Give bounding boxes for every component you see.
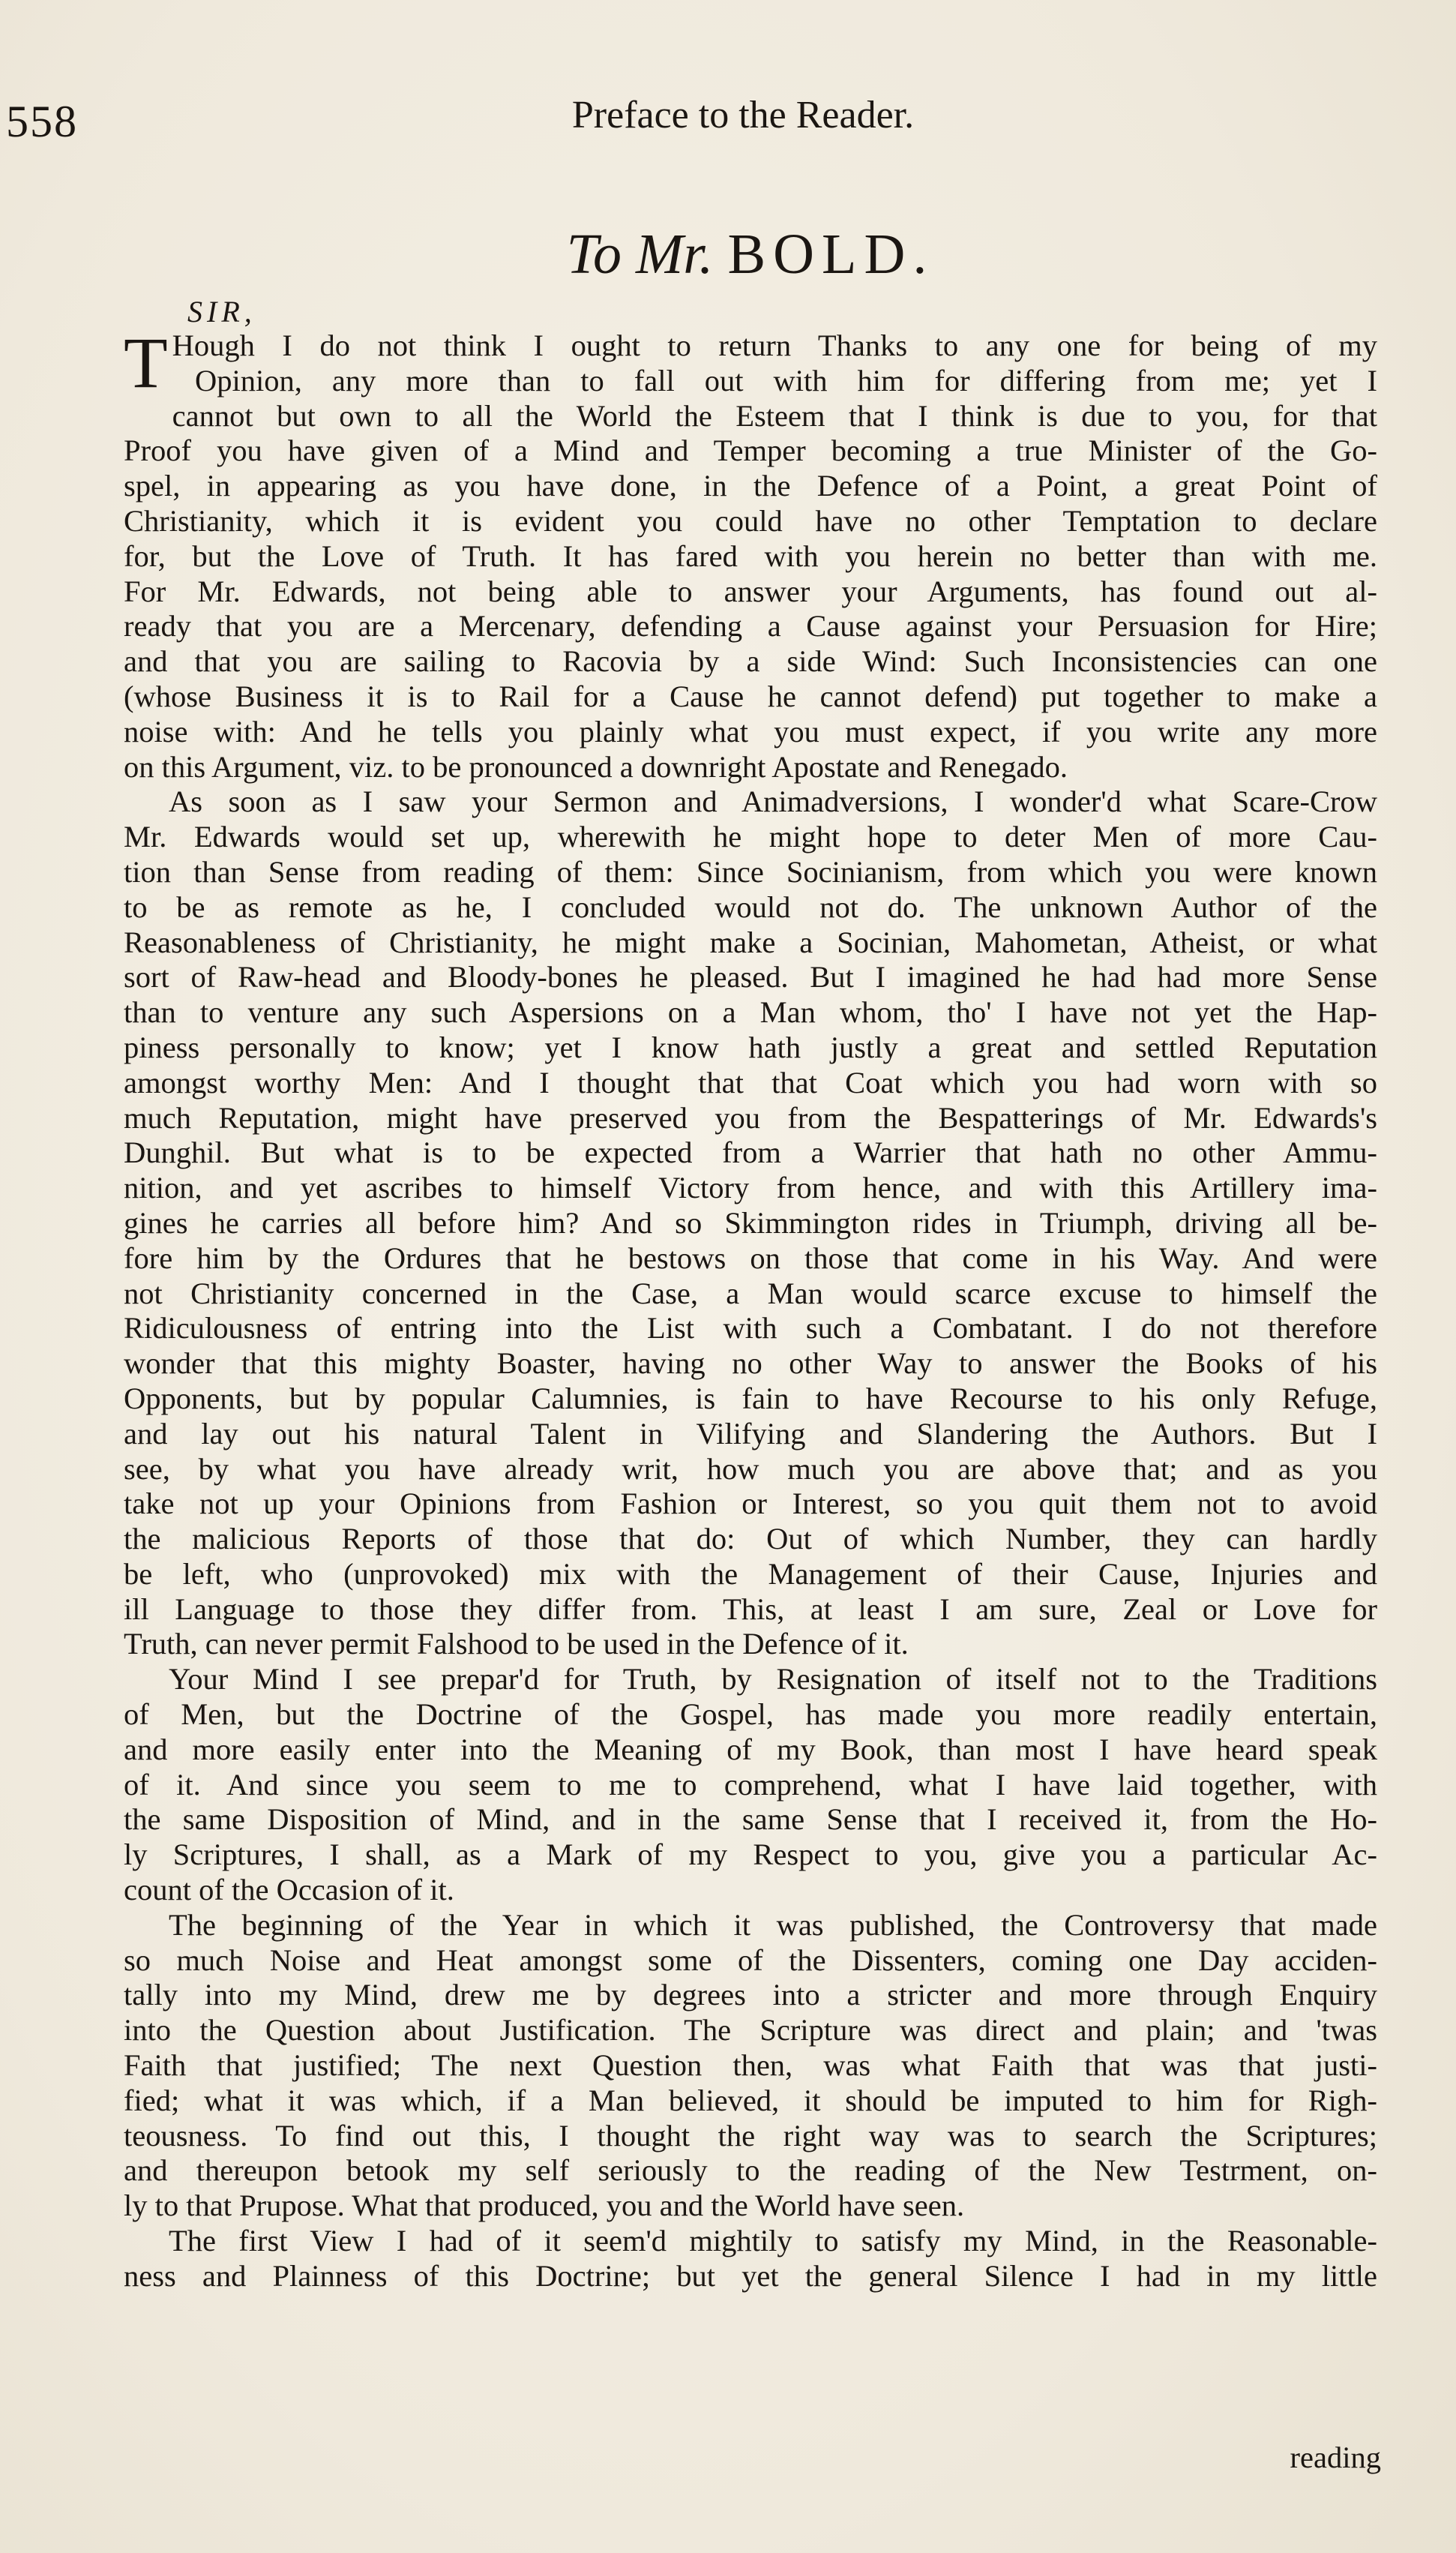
text-line: Hough I do not think I ought to return Thanks to any one for being of my — [172, 328, 1377, 362]
text-line: on this Argument, viz. to be pronounced a downright Apostate and Renegado. — [124, 749, 1068, 784]
salutation: SIR, — [187, 295, 256, 328]
text-line: The first View I had of it seem'd mightily to satisfy my Mind, in the Reasonable- — [169, 2224, 1377, 2258]
text-line: not Christianity concerned in the Case, a Man would scarce excuse to himself the — [124, 1276, 1377, 1310]
text-line: The beginning of the Year in which it was published, the Controversy that made — [169, 1907, 1377, 1942]
text-line: ill Language to those they differ from. This, at least I am sure, Zeal or Love for — [124, 1592, 1377, 1626]
text-line: the same Disposition of Mind, and in the same Sense that I received it, from the Ho- — [124, 1802, 1377, 1837]
text-line: For Mr. Edwards, not being able to answer your Arguments, has found out al- — [124, 574, 1377, 608]
text-line: Ridiculousness of entring into the List with such a Combatant. I do not therefore — [124, 1311, 1377, 1346]
text-line: and thereupon betook my self seriously to the reading of the New Testrment, on- — [124, 2153, 1377, 2188]
text-line: Opponents, but by popular Calumnies, is fain to have Recourse to his only Refuge, — [124, 1381, 1377, 1415]
text-line: tion than Sense from reading of them: Since Socinianism, from which you were known — [124, 854, 1377, 889]
text-line: nition, and yet ascribes to himself Victory from hence, and with this Artillery ima- — [124, 1171, 1377, 1205]
text-line: and lay out his natural Talent in Vilifying and Slandering the Authors. But I — [124, 1416, 1377, 1450]
text-line: spel, in appearing as you have done, in the Defence of a Point, a great Point of — [124, 469, 1377, 503]
text-line: take not up your Opinions from Fashion or Interest, so you quit them not to avoid — [124, 1486, 1377, 1521]
text-line: much Reputation, might have preserved you from the Bespatterings of Mr. Edwards's — [124, 1100, 1377, 1135]
text-line: ness and Plainness of this Doctrine; but yet the general Silence I had in my little — [124, 2258, 1377, 2293]
heading-name: BOLD. — [727, 223, 935, 286]
heading-to: To Mr. — [566, 223, 714, 286]
page-number: 558 — [6, 97, 78, 146]
text-line: Christianity, which it is evident you could have no other Temptation to declare — [124, 503, 1377, 538]
text-line: Proof you have given of a Mind and Temper becoming a true Minister of the Go- — [124, 434, 1377, 468]
text-line: to be as remote as he, I concluded would not do. The unknown Author of the — [124, 890, 1377, 924]
text-line: the malicious Reports of those that do: Out of which Number, they can hardly — [124, 1522, 1377, 1556]
text-line: of Men, but the Doctrine of the Gospel, has made you more readily entertain, — [124, 1697, 1377, 1732]
text-line: Faith that justified; The next Question then, was what Faith that was that justi- — [124, 2048, 1377, 2083]
text-line: wonder that this mighty Boaster, having no other Way to answer the Books of his — [124, 1346, 1377, 1381]
text-line: for, but the Love of Truth. It has fared with you herein no better than with me. — [124, 538, 1377, 573]
letter-body — [124, 322, 1377, 2294]
text-line: cannot but own to all the World the Esteem that I think is due to you, for that — [172, 398, 1377, 433]
text-line: into the Question about Justification. The Scripture was direct and plain; and 'twas — [124, 2013, 1377, 2048]
text-line: fore him by the Ordures that he bestows on those that come in his Way. And were — [124, 1240, 1377, 1275]
text-line: gines he carries all before him? And so Skimmington rides in Triumph, driving all be- — [124, 1205, 1377, 1240]
text-line: ready that you are a Mercenary, defending a Cause against your Persuasion for Hire; — [124, 609, 1377, 644]
text-line: tally into my Mind, drew me by degrees into a stricter and more through Enquiry — [124, 1978, 1377, 2012]
text-line: ly to that Prupose. What that produced, you and the World have seen. — [124, 2188, 965, 2223]
text-line: of it. And since you seem to me to comprehend, what I have laid together, with — [124, 1767, 1377, 1802]
text-line: so much Noise and Heat amongst some of the Dissenters, coming one Day acciden- — [124, 1942, 1377, 1977]
text-line: Mr. Edwards would set up, wherewith he might hope to deter Men of more Cau- — [124, 820, 1377, 854]
text-line: Reasonableness of Christianity, he might make a Socinian, Mahometan, Atheist, or what — [124, 925, 1377, 959]
running-head: Preface to the Reader. — [571, 94, 915, 136]
text-line: than to venture any such Aspersions on a Man whom, tho' I have not yet the Hap- — [124, 995, 1377, 1030]
text-line: Your Mind I see prepar'd for Truth, by Resignation of itself not to the Traditions — [169, 1662, 1377, 1696]
text-line: see, by what you have already writ, how much you are above that; and as you — [124, 1451, 1377, 1486]
text-line: Truth, can never permit Falshood to be used in the Defence of it. — [124, 1627, 909, 1661]
text-line: As soon as I saw your Sermon and Animadversions, I wonder'd what Scare-Crow — [169, 784, 1377, 819]
text-line: teousness. To find out this, I thought the right way was to search the Scriptures; — [124, 2118, 1377, 2152]
catchword: reading — [1290, 2440, 1381, 2474]
text-line: and more easily enter into the Meaning of my Book, than most I have heard speak — [124, 1732, 1377, 1766]
text-line: ly Scriptures, I shall, as a Mark of my Respect to you, give you a particular Ac- — [124, 1838, 1377, 1872]
letter-heading — [0, 222, 1456, 287]
text-line: be left, who (unprovoked) mix with the Management of their Cause, Injuries and — [124, 1556, 1377, 1591]
text-line: fied; what it was which, if a Man believed, it should be imputed to him for Righ- — [124, 2083, 1377, 2117]
text-line: and that you are sailing to Racovia by a side Wind: Such Inconsistencies can one — [124, 644, 1377, 679]
text-line: Dunghil. But what is to be expected from a Warrier that hath no other Ammu- — [124, 1136, 1377, 1170]
text-line: count of the Occasion of it. — [124, 1873, 454, 1907]
text-line: noise with: And he tells you plainly what you must expect, if you write any more — [124, 714, 1377, 748]
text-line: (whose Business it is to Rail for a Cause he cannot defend) put together to make a — [124, 679, 1377, 713]
text-line: sort of Raw-head and Bloody-bones he pleased. But I imagined he had had more Sense — [124, 960, 1377, 994]
drop-cap: T — [124, 322, 168, 403]
text-line: piness personally to know; yet I know hath justly a great and settled Reputation — [124, 1030, 1377, 1064]
text-line: amongst worthy Men: And I thought that that Coat which you had worn with so — [124, 1065, 1377, 1100]
text-line: Opinion, any more than to fall out with him for differing from me; yet I — [195, 363, 1377, 398]
